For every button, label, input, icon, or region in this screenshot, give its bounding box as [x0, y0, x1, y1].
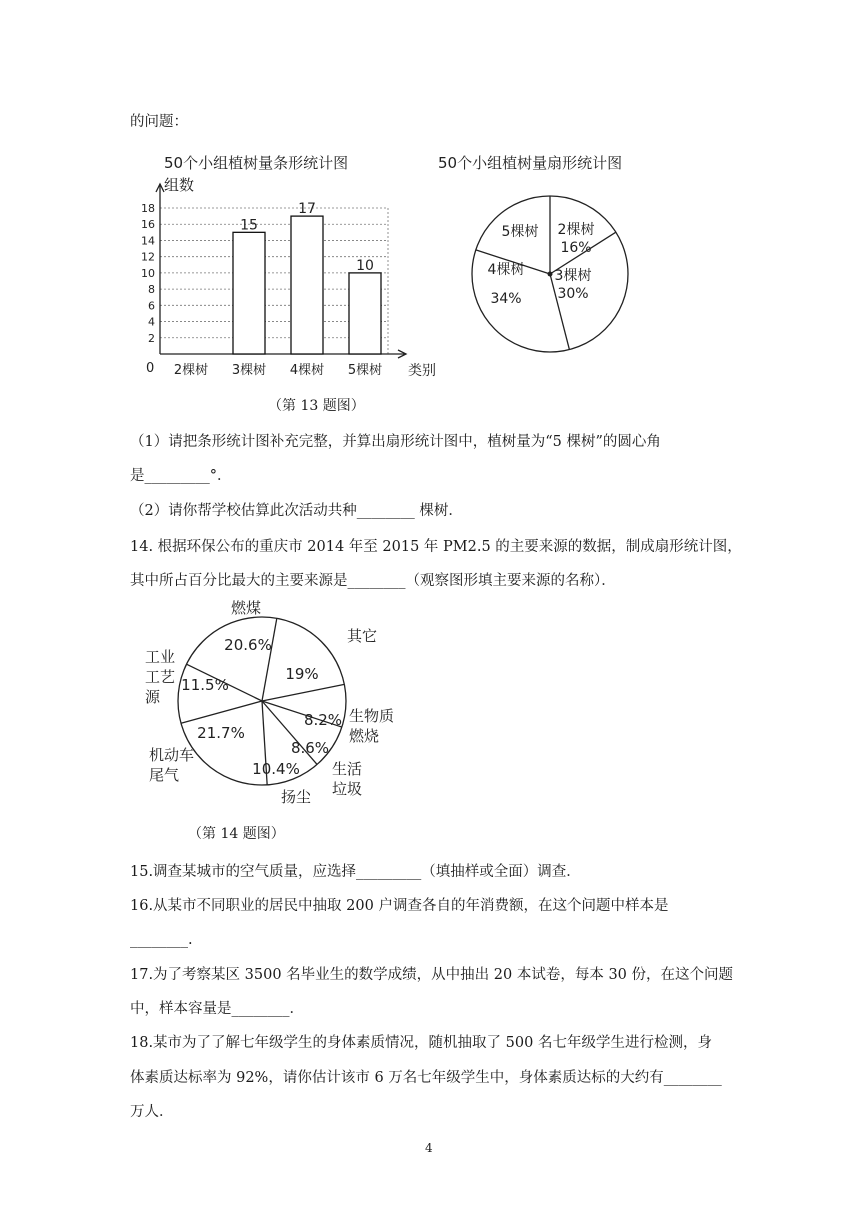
tree-pie-slice-label: 5棵树: [501, 224, 539, 240]
q13-part1-line1: （1）请把条形统计图补充完整，并算出扇形统计图中，植树量为“5 棵树”的圆心角: [130, 434, 661, 450]
pm25-pie-category-label: 扬尘: [281, 788, 312, 806]
tree-pie-percent-label: 30%: [557, 286, 589, 302]
q16-line2: ________.: [130, 932, 193, 948]
pm25-pie-percent-label: 10.4%: [252, 760, 300, 778]
bar-chart: [130, 146, 450, 386]
tree-pie-title: 50个小组植树量扇形统计图: [438, 154, 623, 172]
q14-caption: （第 14 题图）: [188, 826, 285, 842]
pm25-pie-category-label: 垃圾: [332, 780, 363, 798]
pm25-pie-category-label: 燃煤: [231, 599, 262, 617]
q13-part1-line2: 是_________°．: [130, 468, 232, 484]
bar-y-tick-label: 12: [141, 250, 155, 264]
pm25-pie-category-label: 生物质: [349, 707, 395, 725]
pm25-pie-percent-label: 11.5%: [181, 676, 229, 694]
bar: [349, 273, 381, 354]
tree-pie-percent-label: 16%: [560, 240, 592, 256]
q14-line2: 其中所占百分比最大的主要来源是________（观察图形填主要来源的名称）．: [130, 573, 616, 589]
pm25-pie-category-label: 尾气: [149, 766, 180, 784]
tree-pie-center: [548, 272, 553, 277]
bar-chart-ylabel: 组数: [164, 176, 195, 194]
bar-category-label: 4棵树: [289, 363, 325, 378]
pm25-pie-category-label: 燃烧: [349, 727, 380, 745]
tree-pie-slice-label: 3棵树: [554, 268, 592, 284]
intro-text: 的问题：: [130, 114, 188, 130]
q14-line1: 14. 根据环保公布的重庆市 2014 年至 2015 年 PM2.5 的主要来源的数据，制成扇形统计图，: [130, 539, 742, 555]
bar: [233, 232, 265, 354]
bar-data-label: 17: [298, 201, 316, 218]
pm25-pie-percent-label: 8.2%: [303, 711, 343, 729]
bar-y-tick-label: 18: [141, 202, 155, 215]
bar-chart-categories: [174, 362, 382, 378]
bar-y-tick-label: 10: [141, 266, 155, 280]
q13-caption: （第 13 题图）: [268, 398, 365, 414]
bar-data-label: 15: [240, 217, 258, 234]
bar-chart-xlabel: 类别: [408, 363, 436, 379]
bar-y-tick-label: 4: [148, 315, 155, 329]
bar: [291, 216, 323, 354]
pm25-pie-percent-label: 19%: [285, 665, 319, 683]
pm25-pie-category-label: 机动车: [149, 746, 195, 764]
bar-category-label: 5棵树: [347, 363, 383, 378]
bar-chart-bars: [233, 201, 381, 354]
pm25-pie-percent-label: 20.6%: [224, 636, 272, 654]
bar-y-tick-label: 6: [148, 299, 155, 313]
q18-line2: 体素质达标率为 92%，请你估计该市 6 万名七年级学生中，身体素质达标的大约有________: [130, 1070, 722, 1086]
bar-chart-ticks: [141, 202, 155, 376]
pm25-pie-category-label: 工业: [145, 648, 176, 666]
tree-pie-percent-label: 34%: [490, 291, 522, 307]
bar-category-label: 2棵树: [173, 363, 209, 378]
q17-line1: 17.为了考察某区 3500 名毕业生的数学成绩，从中抽出 20 本试卷，每本 30 份，在这个问题: [130, 967, 734, 983]
pm25-pie-percent-label: 8.6%: [290, 739, 330, 757]
pm25-pie-category-label: 其它: [347, 627, 378, 645]
pm25-pie-percent-label: 21.7%: [197, 724, 245, 742]
q18-line1: 18.某市为了了解七年级学生的身体素质情况，随机抽取了 500 名七年级学生进行检测，身: [130, 1035, 712, 1051]
pm25-pie-category-label: 源: [145, 688, 161, 706]
pm25-pie-category-label: 工艺: [145, 668, 176, 686]
pm25-pie-chart: [135, 595, 405, 810]
tree-pie-slice-label: 4棵树: [487, 262, 525, 278]
bar-category-label: 3棵树: [231, 363, 267, 378]
q16-line1: 16.从某市不同职业的居民中抽取 200 户调查各自的年消费额，在这个问题中样本是: [130, 898, 669, 914]
bar-y-tick-label: 0: [146, 361, 155, 376]
page-number: 4: [425, 1141, 433, 1155]
pm25-pie-category-label: 生活: [332, 760, 363, 778]
q15-text: 15.调查某城市的空气质量，应选择_________（填抽样或全面）调查．: [130, 864, 581, 880]
bar-chart-title: 50个小组植树量条形统计图: [164, 154, 349, 172]
tree-pie-chart: [430, 146, 670, 361]
q17-line2: 中，样本容量是________．: [130, 1001, 304, 1017]
q18-line3: 万人．: [130, 1104, 174, 1120]
bar-y-tick-label: 2: [148, 331, 155, 345]
bar-y-tick-label: 16: [141, 218, 155, 232]
tree-pie-slice-label: 2棵树: [557, 222, 595, 238]
bar-data-label: 10: [356, 257, 374, 274]
q13-part2: （2）请你帮学校估算此次活动共种________ 棵树．: [130, 503, 463, 519]
bar-y-tick-label: 8: [148, 283, 155, 297]
bar-y-tick-label: 14: [141, 234, 155, 248]
